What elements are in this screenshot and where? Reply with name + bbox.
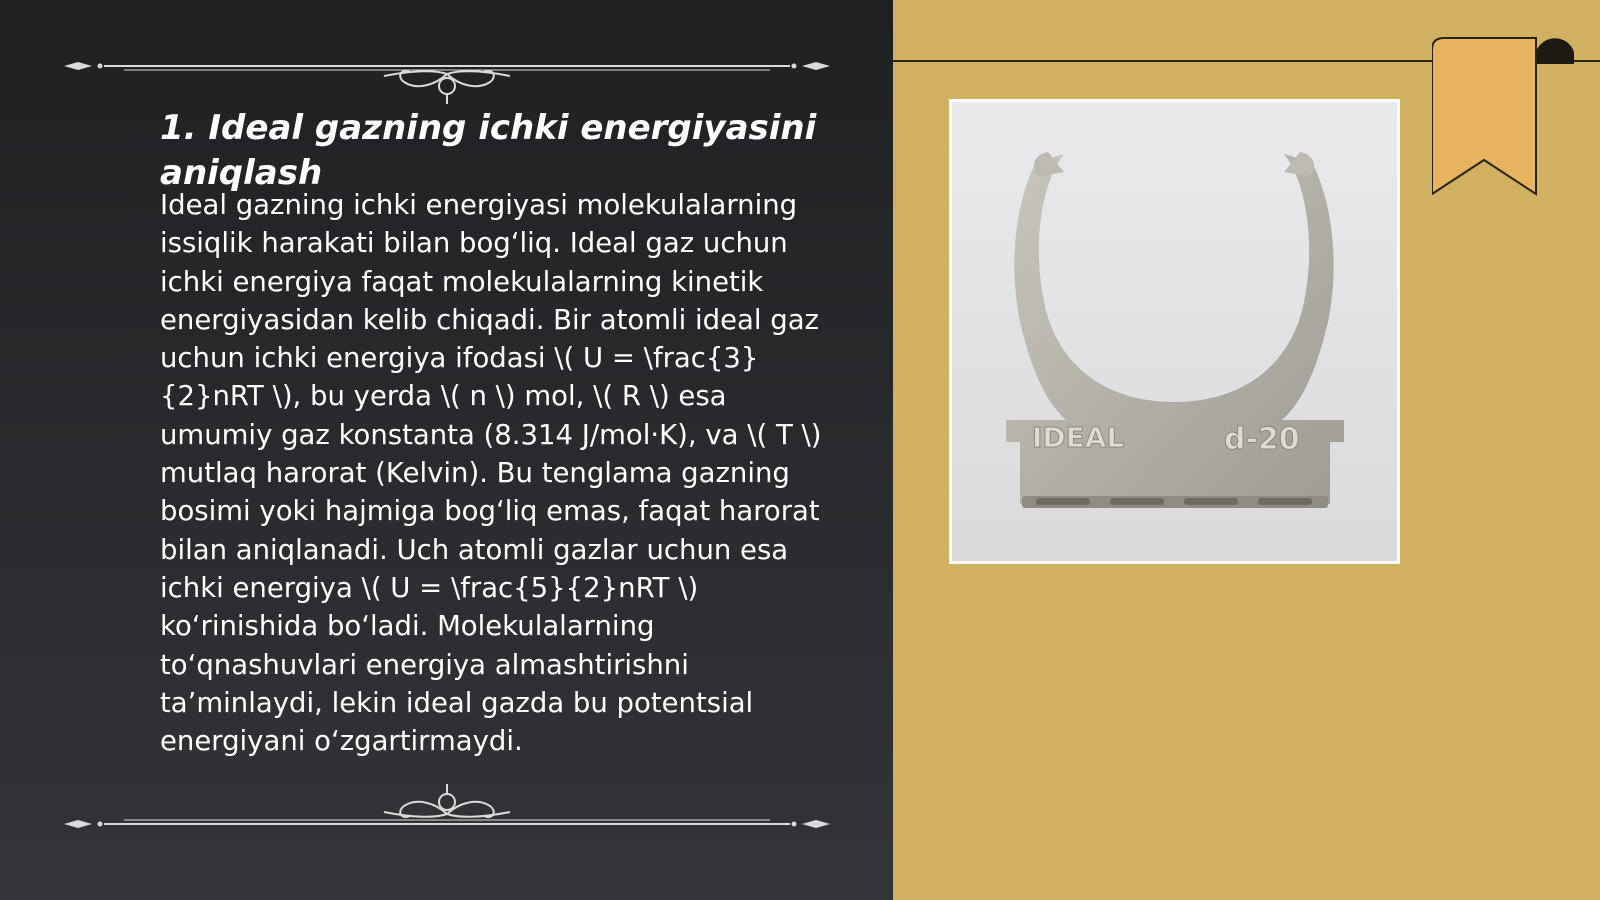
slide-title: 1. Ideal gazning ichki energiyasini aniqlash [160, 108, 817, 193]
size-label: d-20 [1224, 422, 1300, 457]
slide-body-text: Ideal gazning ichki energiyasi molekulalarning issiqlik harakati bilan bog‘liq. Ideal gaz uchun ichki energiya faqat molekulalarning kinetik energiyasidan kelib chiqadi. Bir atomli ideal gaz uchun ichki energiya ifodasi \( U = \frac{3}{2}nRT \), bu yerda \( n \) mol, \( R \) esa umumiy gaz konstanta (8.314 J/mol·K), va \( T \) mutlaq harorat (Kelvin). Bu tenglama gazning bosimi yoki hajmiga bog‘liq emas, faqat harorat bilan aniqlanadi. Uch atomli gazlar uchun esa ichki energiya \( U = \frac{5}{2}nRT \) ko‘rinishida bo‘ladi. Molekulalarning to‘qnashuvlari energiya almashtirishni ta’minlaydi, lekin ideal gazda bu potentsial energiyani o‘zgartirmaydi. [160, 189, 822, 758]
pipe-clip-photo [949, 99, 1400, 564]
brand-label: IDEAL [1032, 421, 1125, 454]
pipe-clip-illustration [952, 102, 1397, 561]
bottom-ornament-divider [64, 780, 830, 830]
bookmark-ribbon-icon [1432, 34, 1574, 204]
top-ornament-divider [64, 56, 830, 106]
